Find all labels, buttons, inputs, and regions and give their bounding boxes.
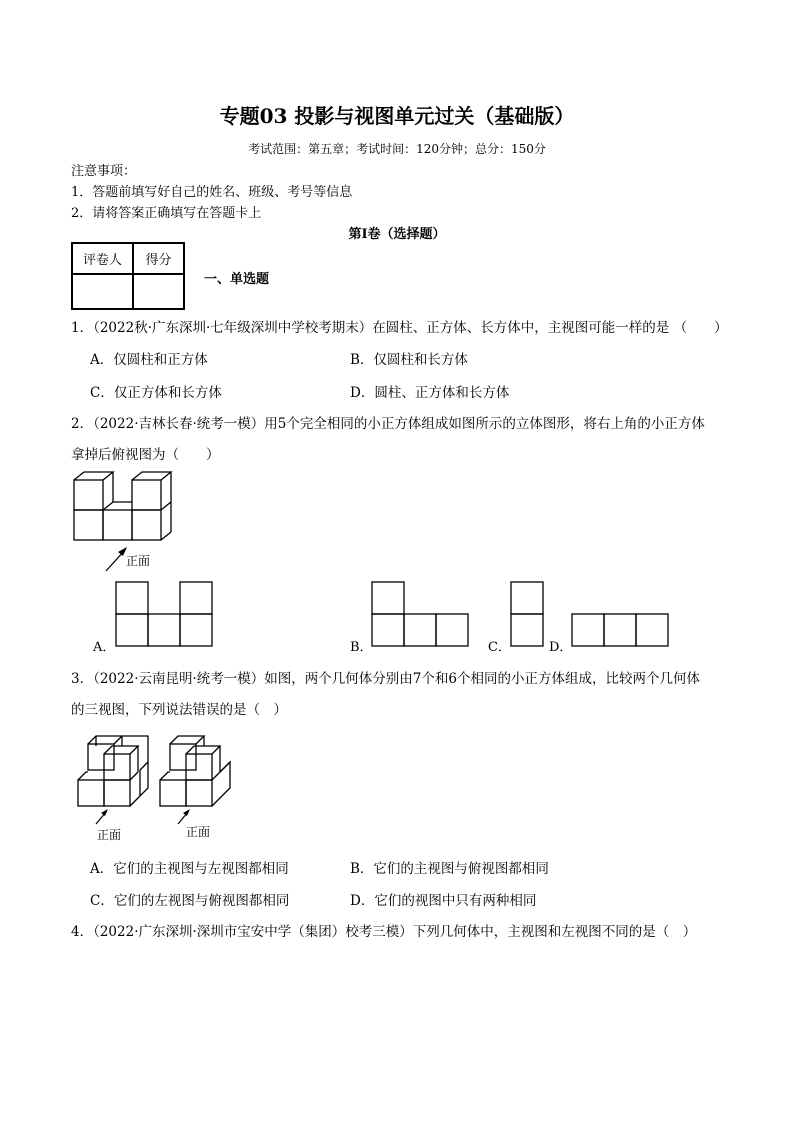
question-1-option-b: B．仅圆柱和长方体 <box>350 352 468 368</box>
notes-item: 1．答题前填写好自己的姓名、班级、考号等信息 <box>71 185 353 200</box>
question-3-front-label-right: 正面 <box>186 825 211 839</box>
question-1-option-a: A．仅圆柱和正方体 <box>90 352 208 368</box>
score-table <box>71 242 185 310</box>
notes-heading: 注意事项： <box>71 164 137 179</box>
question-2-option-c-figure <box>510 580 546 648</box>
question-2-option-c-label: C． <box>488 640 511 655</box>
question-3-solid-figure-left <box>76 732 156 827</box>
question-3-option-c: C．它们的左视图与俯视图都相同 <box>90 893 290 909</box>
question-3-option-b: B．它们的主视图与俯视图都相同 <box>350 861 549 877</box>
score-header-grader: 评卷人 <box>72 243 133 274</box>
question-1-stem: 1．（2022秋·广东深圳·七年级深圳中学校考期末）在圆柱、正方体、长方体中，主视图可能一样的是 （ ） <box>71 320 728 336</box>
question-2-option-b-label: B． <box>350 640 373 655</box>
question-2-option-b-figure <box>371 580 471 648</box>
question-3-option-a: A．它们的主视图与左视图都相同 <box>90 861 289 877</box>
section-title: 一、单选题 <box>204 272 270 287</box>
question-1-option-c: C．仅正方体和长方体 <box>90 385 222 401</box>
question-3-option-d: D．它们的视图中只有两种相同 <box>350 893 537 909</box>
question-3-solid-figure-right <box>158 732 238 827</box>
grader-cell[interactable] <box>72 274 133 309</box>
page-title: 专题03 投影与视图单元过关（基础版） <box>219 104 575 128</box>
question-4-stem: 4．（2022·广东深圳·深圳市宝安中学（集团）校考三模）下列几何体中，主视图和左视图不同的是（ ） <box>71 924 697 940</box>
question-2-option-a-label: A． <box>93 640 116 655</box>
notes-item: 2．请将答案正确填写在答题卡上 <box>71 206 262 221</box>
question-2-stem: 2．（2022·吉林长春·统考一模）用5个完全相同的小正方体组成如图所示的立体图形，将右上角的小正方体 <box>71 416 705 432</box>
question-2-stem-cont: 拿掉后俯视图为（ ） <box>71 447 220 463</box>
score-header-score: 得分 <box>133 243 184 274</box>
volume-title: 第I卷（选择题） <box>348 227 446 242</box>
question-2-option-d-figure <box>571 612 671 648</box>
question-2-front-label: 正面 <box>126 554 151 568</box>
exam-info: 考试范围：第五章；考试时间：120分钟；总分：150分 <box>248 142 546 156</box>
score-cell[interactable] <box>133 274 184 309</box>
question-3-stem-cont: 的三视图，下列说法错误的是（ ） <box>71 702 287 718</box>
question-1-option-d: D．圆柱、正方体和长方体 <box>350 385 510 401</box>
question-2-option-d-label: D． <box>549 640 573 655</box>
question-2-option-a-figure <box>115 580 215 648</box>
question-3-front-label-left: 正面 <box>97 828 122 842</box>
question-3-stem: 3．（2022·云南昆明·统考一模）如图，两个几何体分别由7个和6个相同的小正方体组成，比较两个几何体 <box>71 671 700 687</box>
